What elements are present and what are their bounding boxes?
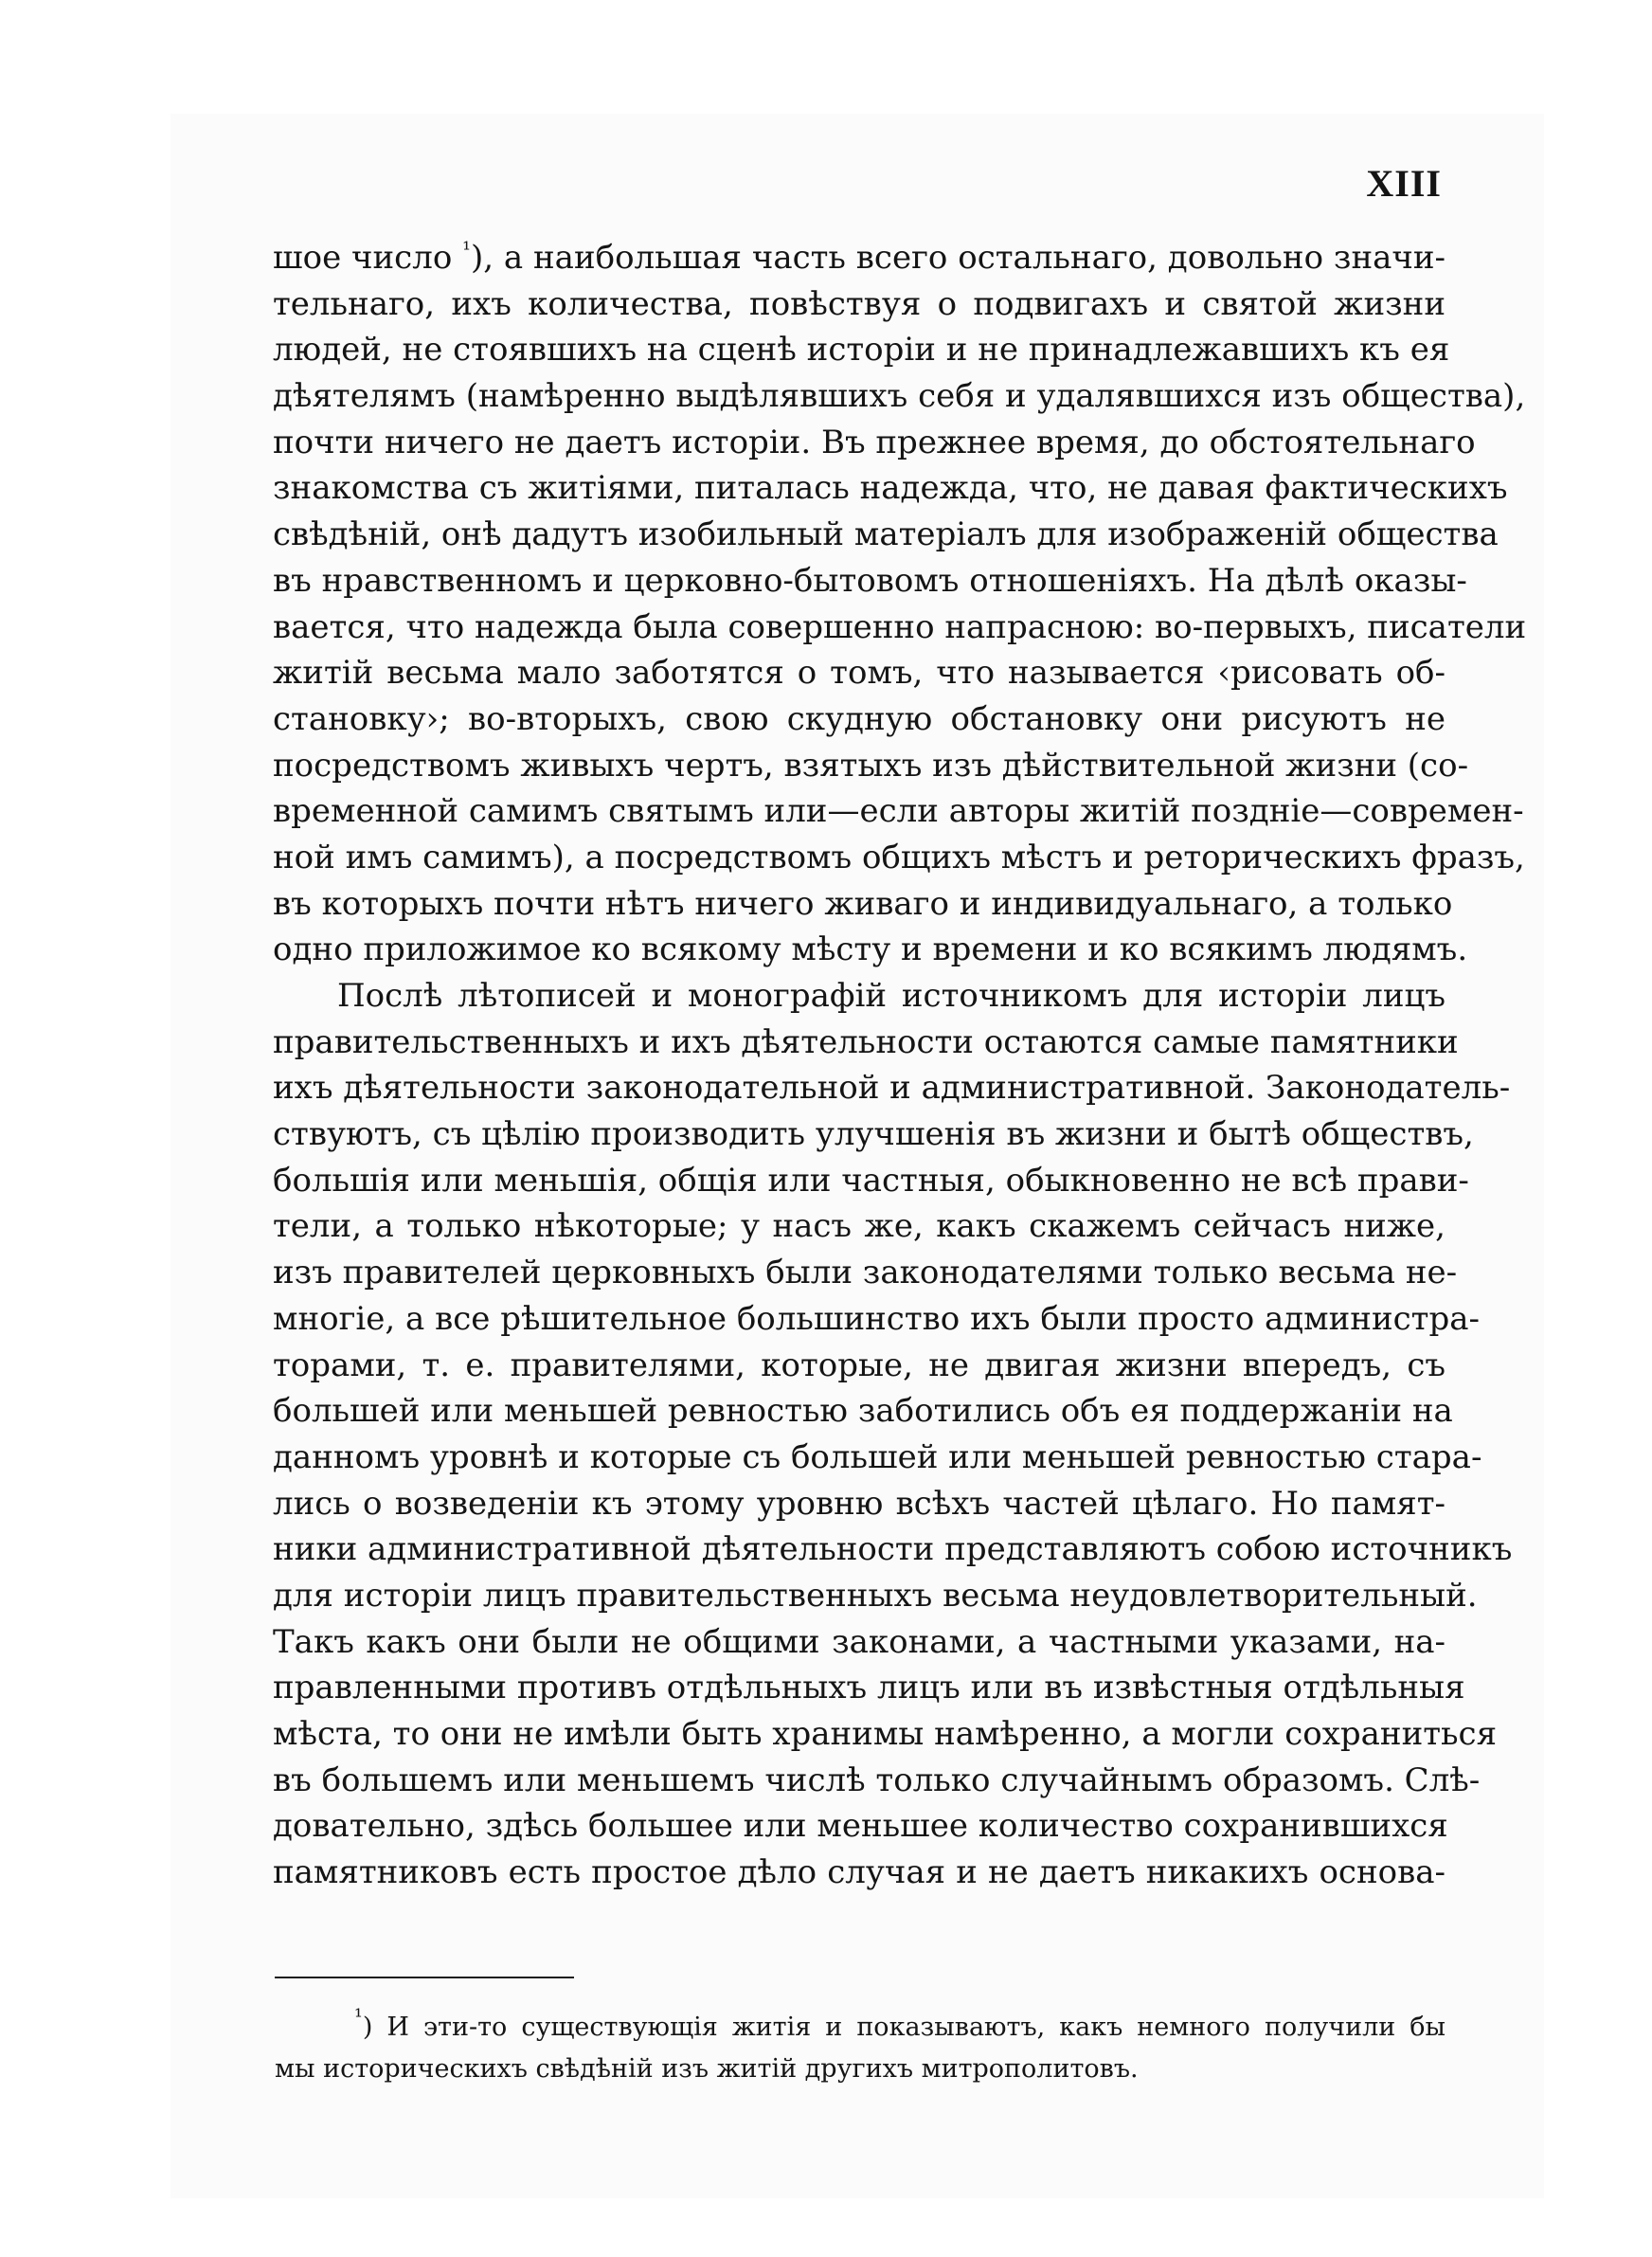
text-line: данномъ уровнѣ и которые съ большей или меньшей ревностью стара- bbox=[273, 1437, 1482, 1476]
text-line: правительственныхъ и ихъ дѣятельности остаются самые памятники bbox=[273, 1022, 1459, 1061]
text-line: большей или меньшей ревностью заботились объ ея поддержаніи на bbox=[273, 1392, 1453, 1431]
footnote bbox=[275, 2007, 1446, 2090]
text-line: дѣятелямъ (намѣренно выдѣлявшихъ себя и удалявшихся изъ общества), bbox=[273, 377, 1526, 416]
text-line: памятниковъ есть простое дѣло случая и не даетъ никакихъ основа- bbox=[273, 1853, 1446, 1892]
text-line: ники административной дѣятельности представляютъ собою источникъ bbox=[273, 1530, 1513, 1569]
footnote-separator bbox=[275, 1977, 574, 1978]
text-line: Такъ какъ они были не общими законами, а частными указами, на- bbox=[273, 1622, 1446, 1661]
page-number: XIII bbox=[1366, 162, 1442, 205]
text-line: шое число $^{^1}$), а наибольшая часть всего остальнаго, довольно значи- bbox=[273, 239, 1446, 277]
text-line: вается, что надежда была совершенно напрасною: во-первыхъ, писатели bbox=[273, 607, 1527, 646]
footnote-line: $^{^1}$) И эти-то существующія житія и показываютъ, какъ немного получили бы bbox=[354, 2006, 1446, 2042]
main-text bbox=[273, 235, 1527, 1896]
text-line: знакомства съ житіями, питалась надежда, что, не давая фактическихъ bbox=[273, 469, 1508, 508]
text-line: тельнаго, ихъ количества, повѣствуя о подвигахъ и святой жизни bbox=[273, 284, 1446, 323]
text-line: житій весьма мало заботятся о томъ, что называется ‹рисовать об- bbox=[273, 654, 1446, 693]
text-line: людей, не стоявшихъ на сценѣ исторіи и не принадлежавшихъ къ ея bbox=[273, 331, 1450, 370]
text-line: ствуютъ, съ цѣлію производить улучшенія въ жизни и бытѣ обществъ, bbox=[273, 1115, 1474, 1154]
text-line: лись о возведеніи къ этому уровню всѣхъ частей цѣлаго. Но памят- bbox=[273, 1484, 1446, 1523]
text-line: торами, т. е. правителями, которые, не двигая жизни впередъ, съ bbox=[273, 1345, 1446, 1384]
footnote-reference[interactable]: ¹ bbox=[462, 239, 471, 262]
text-line: правленными противъ отдѣльныхъ лицъ или въ извѣстныя отдѣльныя bbox=[273, 1669, 1465, 1707]
text-line: ихъ дѣятельности законодательной и административной. Законодатель- bbox=[273, 1069, 1511, 1108]
text-line: въ которыхъ почти нѣтъ ничего живаго и индивидуальнаго, а только bbox=[273, 884, 1453, 923]
text-line: становку›; во-вторыхъ, свою скудную обстановку они рисуютъ не bbox=[273, 699, 1446, 738]
text-line: изъ правителей церковныхъ были законодателями только весьма не- bbox=[273, 1254, 1458, 1292]
text-line: свѣдѣній, онѣ дадутъ изобильный матеріалъ для изображеній общества bbox=[273, 515, 1499, 554]
text-line: мѣста, то они не имѣли быть хранимы намѣренно, а могли сохраниться bbox=[273, 1715, 1498, 1753]
text-line: временной самимъ святымъ или—если авторы житій поздніе—современ- bbox=[273, 792, 1524, 831]
text-line: посредствомъ живыхъ чертъ, взятыхъ изъ дѣйствительной жизни (со- bbox=[273, 746, 1469, 785]
text-line: многіе, а все рѣшительное большинство ихъ были просто администра- bbox=[273, 1299, 1480, 1338]
text-line: въ нравственномъ и церковно-бытовомъ отношеніяхъ. На дѣлѣ оказы- bbox=[273, 561, 1467, 600]
text-line: въ большемъ или меньшемъ числѣ только случайнымъ образомъ. Слѣ- bbox=[273, 1760, 1481, 1799]
footnote-marker: ¹ bbox=[354, 2006, 363, 2030]
text-line: Послѣ лѣтописей и монографій источникомъ для исторіи лицъ bbox=[337, 977, 1446, 1015]
footnote-line: мы историческихъ свѣдѣній изъ житій другихъ митрополитовъ. bbox=[275, 2054, 1139, 2084]
text-line: для исторіи лицъ правительственныхъ весьма неудовлетворительный. bbox=[273, 1576, 1478, 1615]
text-line: почти ничего не даетъ исторіи. Въ прежнее время, до обстоятельнаго bbox=[273, 423, 1476, 461]
text-line: тели, а только нѣкоторые; у насъ же, какъ скажемъ сейчасъ ниже, bbox=[273, 1207, 1446, 1246]
paragraph-1 bbox=[273, 235, 1527, 973]
paragraph-2 bbox=[273, 973, 1513, 1896]
text-line: довательно, здѣсь большее или меньшее количество сохранившихся bbox=[273, 1807, 1448, 1846]
text-line: большія или меньшія, общія или частныя, обыкновенно не всѣ прави- bbox=[273, 1161, 1469, 1200]
text-line: ной имъ самимъ), а посредствомъ общихъ мѣстъ и реторическихъ фразъ, bbox=[273, 838, 1525, 876]
text-line: одно приложимое ко всякому мѣсту и времени и ко всякимъ людямъ. bbox=[273, 930, 1468, 969]
